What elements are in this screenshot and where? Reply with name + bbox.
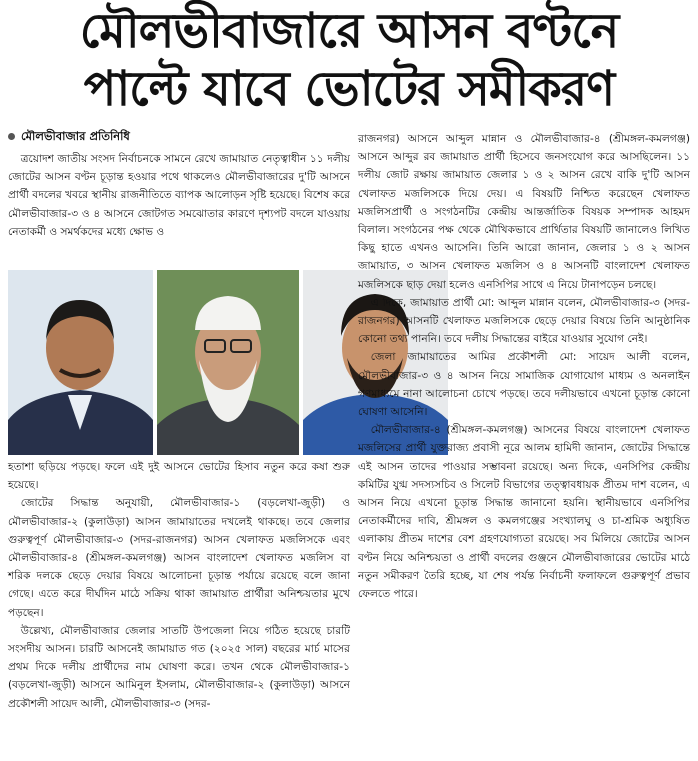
- byline: [8, 128, 130, 147]
- candidate-photo-1: [8, 270, 153, 455]
- paragraph: জেলা জামায়াতের আমির প্রকৌশলী মো: সায়েদ আলী বলেন, মৌলভীবাজার-৩ ও ৪ আসন নিয়ে সামাজিক যোগাযোগ মাধ্যম ও অনলাইন গণমাধ্যমে নানা আলোচনা চোখে পড়ছে। তবে দলীয়ভাবে এখনো চূড়ান্ত কোনো ঘোষণা আসেনি।: [358, 351, 690, 419]
- byline-text: মৌলভীবাজার প্রতিনিধি: [21, 129, 130, 143]
- paragraph: মৌলভীবাজার-৪ (শ্রীমঙ্গল-কমলগঞ্জ) আসনের বিষয়ে বাংলাদেশ খেলাফত মজলিসের প্রার্থী যুক্তরাজ্য প্রবাসী নূরে আলম হামিদী জানান, জোটের সিদ্ধান্তে এই আসন তাদের পাওয়ার সম্ভাবনা রয়েছে। অন্য দিকে, এনসিপির কেন্দ্রীয় কমিটির যুগ্ম সদস্যসচিব ও সিলেট বিভাগের তত্ত্বাবধায়ক প্রীতম দাশ বলেন, এ আসন নিয়ে এখনো চূড়ান্ত সিদ্ধান্ত জানানো হয়নি। স্থানীয়ভাবে এনসিপির নেতাকর্মীদের দাবি, শ্রীমঙ্গল ও কমলগঞ্জের সংখ্যালঘু ও চা-শ্রমিক অধ্যুষিত এলাকায় প্রীতম দাশের বেশ গ্রহণযোগ্যতা রয়েছে। সব মিলিয়ে জোটের আসন বণ্টন নিয়ে অনিশ্চয়তা ও প্রার্থী বদলের গুঞ্জনে মৌলভীবাজারের ভোটের মাঠে নতুন সমীকরণ তৈরি হচ্ছে, যা শেষ পর্যন্ত নির্বাচনী ফলাফলে গুরুত্বপূর্ণ প্রভাব ফেলতে পারে।: [358, 424, 690, 601]
- paragraph: রাজনগর) আসনে আব্দুল মান্নান ও মৌলভীবাজার-৪ (শ্রীমঙ্গল-কমলগঞ্জ) আসনে আব্দুর রব জামায়াত প্রার্থী হিসেবে জনসংযোগ করে আসছিলেন। ১১ দলীয় জোট রক্ষায় জামায়াত জেলার ১ ও ২ আসন রেখে বাকি দু'টি আসন খেলাফত মজলিসকে দিয়ে দেয়। এ বিষয়টি নিশ্চিত করেছেন খেলাফত মজলিসপ্রার্থী ও সংগঠনটির কেন্দ্রীয় আন্তর্জাতিক বিষয়ক সম্পাদক আহমদ বিলাল। সংগঠনের পক্ষ থেকে মৌখিকভাবে প্রার্থিতার বিষয়টি জানালেও লিখিত কিছু হাতে এখনও আসেনি। তিনি আরো জানান, জেলার ১ ও ২ আসন জামায়াত, ৩ আসন খেলাফত মজলিস ও ৪ আসনটি বাংলাদেশ খেলাফত মজলিসকে ছাড় দেয়া হলেও এনসিপির সাথে এ নিয়ে টানাপড়েন চলছে।: [358, 133, 690, 291]
- paragraph: হতাশা ছড়িয়ে পড়ছে। ফলে এই দুই আসনে ভোটের হিসাব নতুন করে কষা শুরু হয়েছে।: [8, 461, 350, 492]
- portrait-man-cap-icon: [157, 270, 299, 455]
- candidate-photo-2: [157, 270, 299, 455]
- headline-line-1: মৌলভীবাজারে আসন বণ্টনে: [79, 3, 619, 59]
- portrait-man-suit-icon: [8, 270, 153, 455]
- article-column-left-top: [8, 150, 350, 241]
- paragraph: ত্রয়োদশ জাতীয় সংসদ নির্বাচনকে সামনে রেখে জামায়াত নেতৃত্বাধীন ১১ দলীয় জোটের আসন বণ্টন চূড়ান্ত হওয়ার পথে থাকলেও মৌলভীবাজারের দু'টি আসনে প্রার্থী বদলের খবরে স্থানীয় রাজনীতিতে ব্যাপক আলোড়ন সৃষ্টি হয়েছে। বিশেষ করে মৌলভীবাজার-৩ ও ৪ আসনে জোটগত সমঝোতার কারণে দৃশ্যপট বদলে যাওয়ায় নেতাকর্মী ও সমর্থকদের মধ্যে ক্ষোভ ও: [8, 153, 350, 238]
- headline-line-2: পাল্টে যাবে ভোটের সমীকরণ: [83, 61, 615, 117]
- paragraph: উল্লেখ্য, মৌলভীবাজার জেলার সাতটি উপজেলা নিয়ে গঠিত হয়েছে চারটি সংসদীয় আসন। চারটি আসনেই জামায়াত গত (২০২৫ সাল) বছরের মার্চ মাসের প্রথম দিকে দলীয় প্রার্থীদের নাম ঘোষণা করে। তখন থেকে মৌলভীবাজার-১ (বড়লেখা-জুড়ী) আসনে আমিনুল ইসলাম, মৌলভীবাজার-২ (কুলাউড়া) আসনে প্রকৌশলী সায়েদ আলী, মৌলভীবাজার-৩ (সদর-: [8, 624, 350, 710]
- article-column-left-bottom: [8, 458, 350, 713]
- headline: [0, 2, 698, 118]
- paragraph: এ দিকে, জামায়াত প্রার্থী মো: আব্দুল মান্নান বলেন, মৌলভীবাজার-৩ (সদর-রাজনগর) আসনটি খেলাফত মজলিসকে ছেড়ে দেয়ার বিষয়ে তিনি আনুষ্ঠানিক কোনো তথ্য পাননি। তবে দলীয় সিদ্ধান্তের বাইরে যাওয়ার সুযোগ নেই।: [358, 296, 690, 346]
- article-column-right: [358, 130, 690, 603]
- paragraph: জোটের সিদ্ধান্ত অনুযায়ী, মৌলভীবাজার-১ (বড়লেখা-জুড়ী) ও মৌলভীবাজার-২ (কুলাউড়া) আসন জামায়াতের দখলেই থাকছে। তবে জেলার গুরুত্বপূর্ণ মৌলভীবাজার-৩ (সদর-রাজনগর) আসন খেলাফত মজলিসকে এবং মৌলভীবাজার-৪ (শ্রীমঙ্গল-কমলগঞ্জ) আসন বাংলাদেশ খেলাফত মজলিস বা শরিক দলকে ছেড়ে দেয়ার বিষয়ে আলোচনা চূড়ান্ত পর্যায়ে রয়েছে বলে জানা গেছে। এতে করে দীর্ঘদিন মাঠে সক্রিয় থাকা জামায়াত প্রার্থীরা অনিশ্চয়তার মুখে পড়ছেন।: [8, 497, 350, 619]
- bullet-icon: [8, 133, 15, 140]
